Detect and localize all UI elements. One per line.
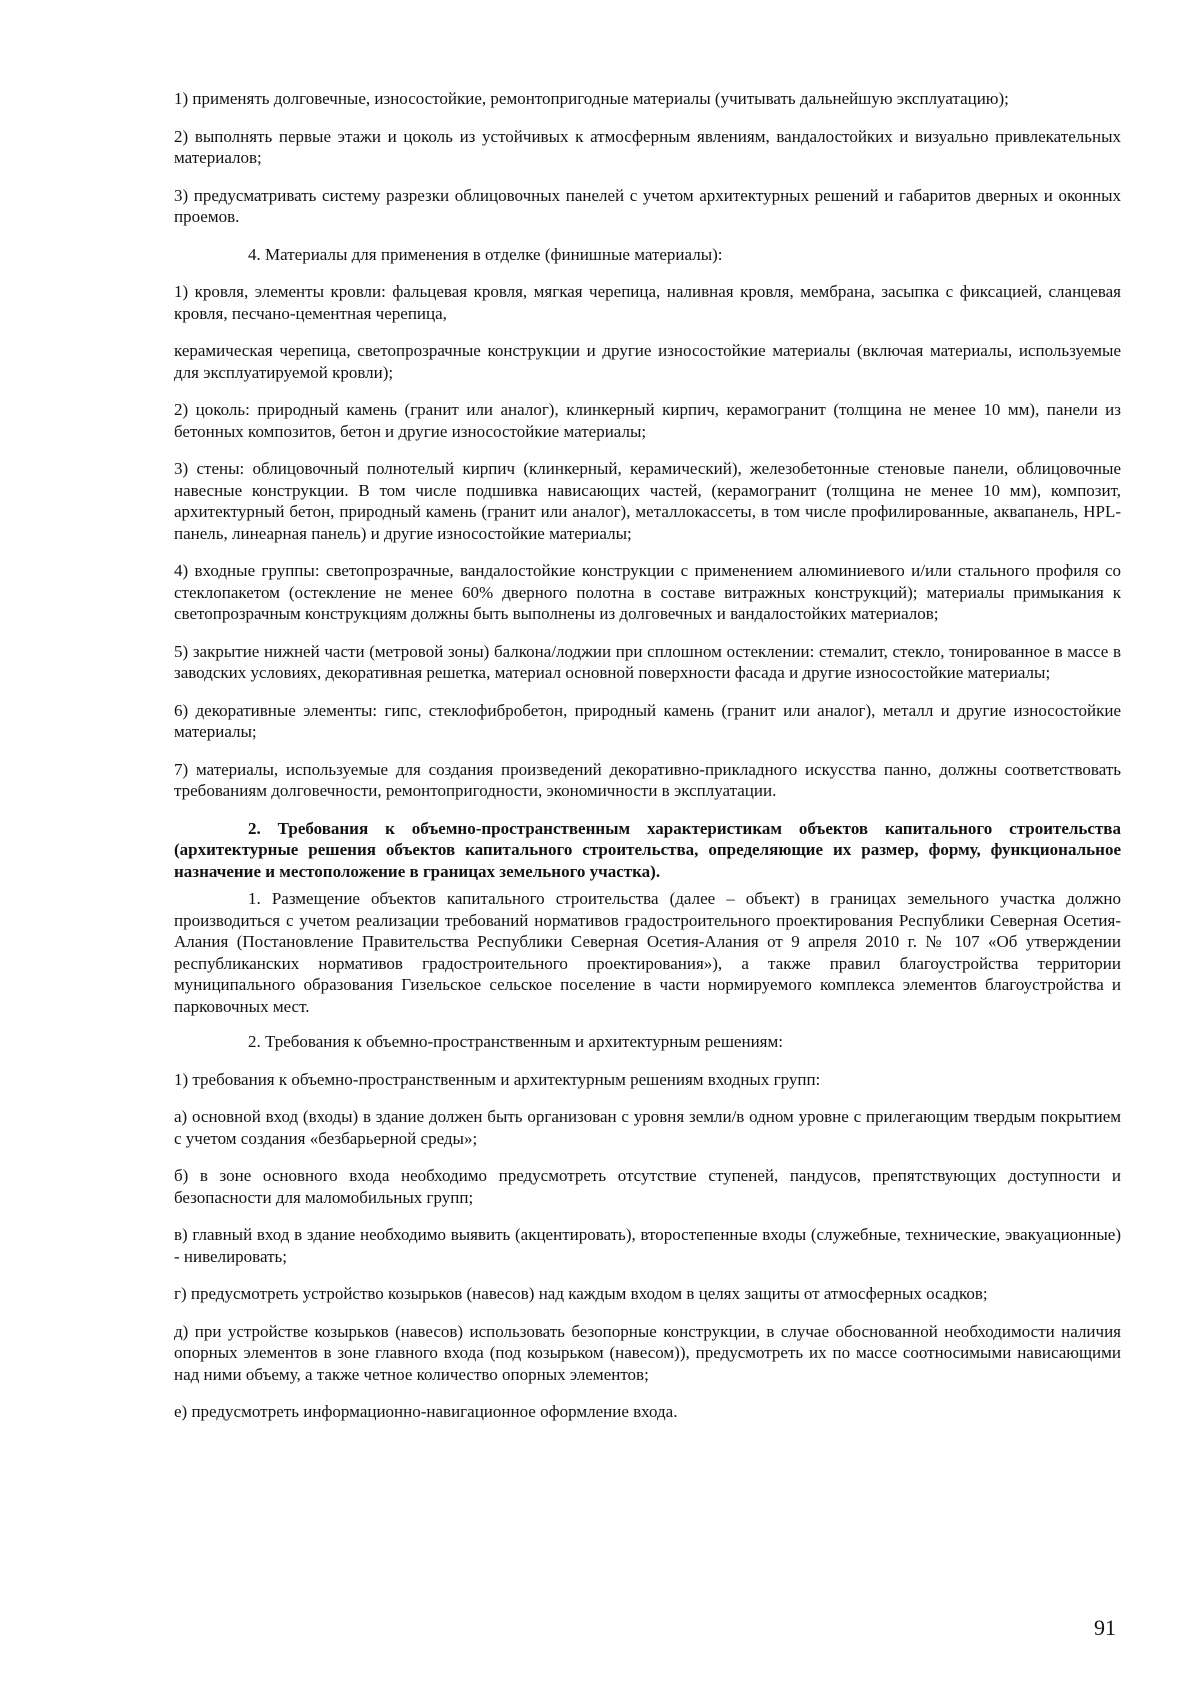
paragraph-roofing-continued: керамическая черепица, светопрозрачные конструкции и другие износостойкие материалы (включая материалы, используемые для эксплуатируемой кровли); xyxy=(174,341,1121,382)
list-item-canopy-supports: д) при устройстве козырьков (навесов) использовать безопорные конструкции, в случае обоснованной необходимости наличия опорных элементов в зоне главного входа (под козырьком (навесом)), предусмотреть их по массе соотносимыми нависающими над ними объему, а также четное количество опорных элементов; xyxy=(174,1321,1121,1384)
paragraph-finishing-materials-title: 4. Материалы для применения в отделке (финишные материалы): xyxy=(248,244,723,264)
paragraph-walls: 3) стены: облицовочный полнотелый кирпич (клинкерный, керамический), железобетонные стеновые панели, облицовочные навесные конструкции. В том числе подшивка нависающих частей, (керамогранит (толщина не менее 10 мм), композит, архитектурный бетон, природный камень (гранит или аналог), металлокассеты, в том числе профилированные, аквапанель, HPL-панель, линеарная панель) и другие износостойкие материалы; xyxy=(174,459,1121,543)
paragraph-first-floors: 2) выполнять первые этажи и цоколь из устойчивых к атмосферным явлениям, вандалостойких и визуально привлекательных материалов; xyxy=(174,126,1121,167)
list-item-no-steps: б) в зоне основного входа необходимо предусмотреть отсутствие ступеней, пандусов, препятствующих доступности и безопасности для маломобильных групп; xyxy=(174,1166,1121,1207)
paragraph-panel-cutting: 3) предусматривать систему разрезки облицовочных панелей с учетом архитектурных решений и габаритов дверных и оконных проемов. xyxy=(174,185,1121,226)
paragraph-volume-requirements: 2. Требования к объемно-пространственным и архитектурным решениям: xyxy=(248,1032,783,1051)
document-page xyxy=(174,88,1121,1439)
paragraph-balcony: 5) закрытие нижней части (метровой зоны) балкона/лоджии при сплошном остеклении: стемалит, стекло, тонированное в массе в заводских условиях, декоративная решетка, материал основной поверхности фасада и другие износостойкие материалы; xyxy=(174,641,1121,682)
section-heading: 2. Требования к объемно-пространственным характеристикам объектов капитального строительства (архитектурные решения объектов капитального строительства, определяющие их размер, форму, функциональное назначение и местоположение в границах земельного участка). xyxy=(174,818,1121,881)
paragraph-decorative-elements: 6) декоративные элементы: гипс, стеклофибробетон, природный камень (гранит или аналог), металл и другие износостойкие материалы; xyxy=(174,700,1121,741)
page-number: 91 xyxy=(1094,1615,1116,1640)
list-item-main-entrance: а) основной вход (входы) в здание должен быть организован с уровня земли/в одном уровне с прилегающим твердым покрытием с учетом создания «безбарьерной среды»; xyxy=(174,1107,1121,1148)
paragraph-decorative-art: 7) материалы, используемые для создания произведений декоративно-прикладного искусства панно, должны соответствовать требованиям долговечности, ремонтопригодности, экономичности в эксплуатации. xyxy=(174,759,1121,800)
paragraph-durable-materials: 1) применять долговечные, износостойкие, ремонтопригодные материалы (учитывать дальнейшую эксплуатацию); xyxy=(174,89,1009,108)
paragraph-entrance-requirements: 1) требования к объемно-пространственным и архитектурным решениям входных групп: xyxy=(174,1069,821,1089)
paragraph-plinth: 2) цоколь: природный камень (гранит или аналог), клинкерный кирпич, керамогранит (толщина не менее 10 мм), панели из бетонных композитов, бетон и другие износостойкие материалы; xyxy=(174,400,1121,441)
paragraph-roofing: 1) кровля, элементы кровли: фальцевая кровля, мягкая черепица, наливная кровля, мембрана, засыпка с фиксацией, сланцевая кровля, песчано-цементная черепица, xyxy=(174,282,1121,323)
list-item-canopies: г) предусмотреть устройство козырьков (навесов) над каждым входом в целях защиты от атмосферных осадков; xyxy=(174,1284,988,1303)
list-item-navigation: е) предусмотреть информационно-навигационное оформление входа. xyxy=(174,1402,678,1421)
list-item-accent-entrance: в) главный вход в здание необходимо выявить (акцентировать), второстепенные входы (служебные, технические, эвакуационные) - нивелировать; xyxy=(174,1225,1121,1266)
paragraph-entrance-groups: 4) входные группы: светопрозрачные, вандалостойкие конструкции с применением алюминиевого и/или стального профиля со стеклопакетом (остекление не менее 60% дверного полотна в составе витражных конструкций); материалы примыкания к светопрозрачным конструкциям должны быть выполнены из долговечных и вандалостойких материалов; xyxy=(174,561,1121,623)
paragraph-placement: 1. Размещение объектов капитального строительства (далее – объект) в границах земельного участка должно производиться с учетом реализации требований нормативов градостроительного проектирования Республики Северная Осетия-Алания (Постановление Правительства Республики Северная Осетия-Алания от 9 апреля 2010 г. № 107 «Об утверждении республиканских нормативов градостроительного проектирования»), а также правил благоустройства территории муниципального образования Гизельское сельское поселение в части нормируемого комплекса элементов благоустройства и парковочных мест. xyxy=(174,889,1121,1016)
